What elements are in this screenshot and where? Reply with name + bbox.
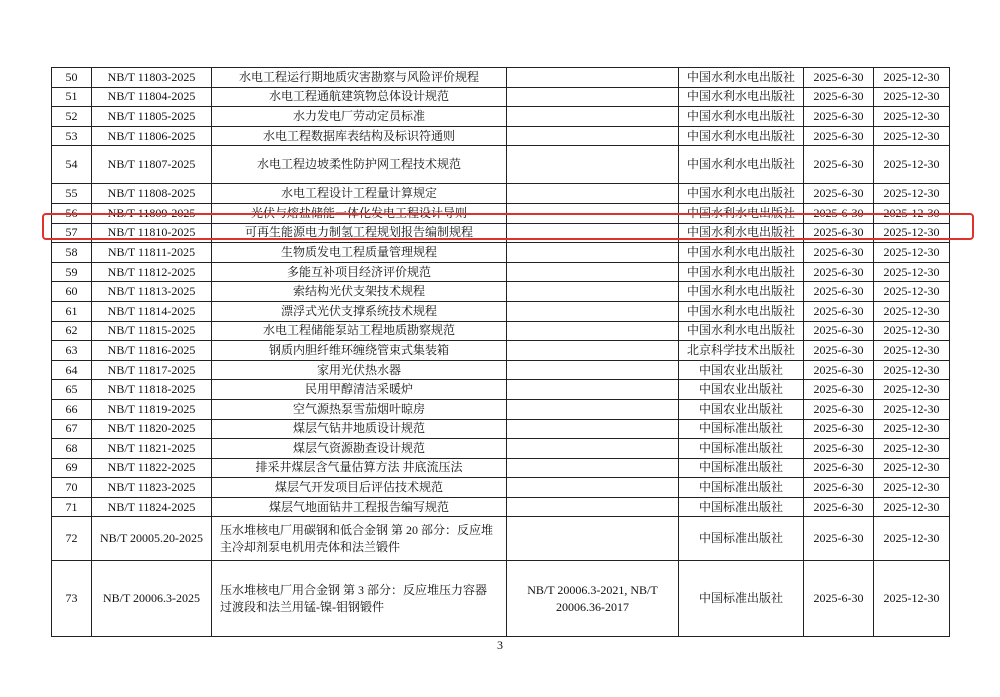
standard-name-cell: 煤层气钻井地质设计规范 [212,419,507,439]
replaced-standard-cell [507,399,679,419]
row-number-cell: 72 [52,517,92,561]
implement-date-cell: 2025-12-30 [874,68,950,88]
publisher-cell: 中国标准出版社 [679,439,804,459]
table-row [52,184,950,204]
row-number-cell: 73 [52,561,92,637]
replaced-standard-cell [507,87,679,107]
publisher-cell: 中国水利水电出版社 [679,87,804,107]
replaced-standard-cell [507,321,679,341]
publisher-cell: 中国水利水电出版社 [679,107,804,127]
publish-date-cell: 2025-6-30 [804,497,874,517]
row-number-cell: 71 [52,497,92,517]
implement-date-cell: 2025-12-30 [874,497,950,517]
standard-code-cell: NB/T 20006.3-2025 [92,561,212,637]
row-number-cell: 62 [52,321,92,341]
table-row [52,282,950,302]
table-row [52,68,950,88]
table-row [52,380,950,400]
standard-code-cell: NB/T 11811-2025 [92,243,212,263]
implement-date-cell: 2025-12-30 [874,380,950,400]
standard-name-cell: 煤层气开发项目后评估技术规范 [212,478,507,498]
row-number-cell: 55 [52,184,92,204]
standard-name-cell: 排采井煤层含气量估算方法 井底流压法 [212,458,507,478]
replaced-standard-cell [507,380,679,400]
table-row [52,262,950,282]
publisher-cell: 中国水利水电出版社 [679,223,804,243]
standard-code-cell: NB/T 11817-2025 [92,360,212,380]
row-number-cell: 52 [52,107,92,127]
publisher-cell: 中国标准出版社 [679,478,804,498]
implement-date-cell: 2025-12-30 [874,282,950,302]
publish-date-cell: 2025-6-30 [804,87,874,107]
publisher-cell: 北京科学技术出版社 [679,341,804,361]
publish-date-cell: 2025-6-30 [804,380,874,400]
publish-date-cell: 2025-6-30 [804,301,874,321]
standard-name-cell: 钢质内胆纤维环缠绕管束式集装箱 [212,341,507,361]
publisher-cell: 中国农业出版社 [679,399,804,419]
publish-date-cell: 2025-6-30 [804,243,874,263]
row-number-cell: 57 [52,223,92,243]
table-row [52,321,950,341]
publisher-cell: 中国水利水电出版社 [679,243,804,263]
implement-date-cell: 2025-12-30 [874,262,950,282]
publish-date-cell: 2025-6-30 [804,184,874,204]
standard-code-cell: NB/T 11816-2025 [92,341,212,361]
row-number-cell: 64 [52,360,92,380]
table-row [52,203,950,223]
row-number-cell: 68 [52,439,92,459]
implement-date-cell: 2025-12-30 [874,203,950,223]
table-row [52,146,950,184]
replaced-standard-cell [507,184,679,204]
implement-date-cell: 2025-12-30 [874,184,950,204]
standard-name-cell: 煤层气资源勘查设计规范 [212,439,507,459]
standard-name-cell: 煤层气地面钻井工程报告编写规范 [212,497,507,517]
standard-code-cell: NB/T 11804-2025 [92,87,212,107]
publish-date-cell: 2025-6-30 [804,419,874,439]
implement-date-cell: 2025-12-30 [874,87,950,107]
publish-date-cell: 2025-6-30 [804,517,874,561]
standard-name-cell: 压水堆核电厂用碳钢和低合金钢 第 20 部分：反应堆主冷却剂泵电机用壳体和法兰锻件 [212,517,507,561]
implement-date-cell: 2025-12-30 [874,517,950,561]
publisher-cell: 中国水利水电出版社 [679,282,804,302]
publisher-cell: 中国水利水电出版社 [679,203,804,223]
table-row [52,301,950,321]
replaced-standard-cell [507,517,679,561]
replaced-standard-cell [507,262,679,282]
row-number-cell: 59 [52,262,92,282]
publish-date-cell: 2025-6-30 [804,399,874,419]
standard-code-cell: NB/T 11806-2025 [92,126,212,146]
standard-code-cell: NB/T 11807-2025 [92,146,212,184]
implement-date-cell: 2025-12-30 [874,107,950,127]
publisher-cell: 中国标准出版社 [679,497,804,517]
standard-name-cell: 索结构光伏支架技术规程 [212,282,507,302]
row-number-cell: 65 [52,380,92,400]
implement-date-cell: 2025-12-30 [874,419,950,439]
replaced-standard-cell [507,458,679,478]
publish-date-cell: 2025-6-30 [804,223,874,243]
page-number: 3 [497,638,503,652]
publisher-cell: 中国水利水电出版社 [679,68,804,88]
table-row [52,341,950,361]
standard-code-cell: NB/T 11803-2025 [92,68,212,88]
standard-code-cell: NB/T 11819-2025 [92,399,212,419]
standard-name-cell: 水电工程通航建筑物总体设计规范 [212,87,507,107]
implement-date-cell: 2025-12-30 [874,126,950,146]
implement-date-cell: 2025-12-30 [874,458,950,478]
standards-table [51,67,950,637]
publish-date-cell: 2025-6-30 [804,146,874,184]
publisher-cell: 中国水利水电出版社 [679,126,804,146]
implement-date-cell: 2025-12-30 [874,223,950,243]
publish-date-cell: 2025-6-30 [804,68,874,88]
table-row [52,561,950,637]
row-number-cell: 61 [52,301,92,321]
table-row [52,419,950,439]
standard-code-cell: NB/T 11805-2025 [92,107,212,127]
standard-name-cell: 漂浮式光伏支撑系统技术规程 [212,301,507,321]
standard-code-cell: NB/T 20005.20-2025 [92,517,212,561]
row-number-cell: 70 [52,478,92,498]
table-row [52,478,950,498]
replaced-standard-cell [507,341,679,361]
row-number-cell: 54 [52,146,92,184]
standard-name-cell: 空气源热泵雪茄烟叶晾房 [212,399,507,419]
standard-name-cell: 水电工程运行期地质灾害勘察与风险评价规程 [212,68,507,88]
publisher-cell: 中国水利水电出版社 [679,321,804,341]
standard-name-cell: 水电工程边坡柔性防护网工程技术规范 [212,146,507,184]
publisher-cell: 中国水利水电出版社 [679,262,804,282]
publish-date-cell: 2025-6-30 [804,439,874,459]
standard-code-cell: NB/T 11818-2025 [92,380,212,400]
table-row [52,517,950,561]
replaced-standard-cell [507,68,679,88]
publish-date-cell: 2025-6-30 [804,282,874,302]
publisher-cell: 中国标准出版社 [679,419,804,439]
standard-name-cell: 水电工程数据库表结构及标识符通则 [212,126,507,146]
row-number-cell: 51 [52,87,92,107]
row-number-cell: 56 [52,203,92,223]
implement-date-cell: 2025-12-30 [874,360,950,380]
row-number-cell: 58 [52,243,92,263]
table-row [52,399,950,419]
standard-name-cell: 多能互补项目经济评价规范 [212,262,507,282]
standard-code-cell: NB/T 11822-2025 [92,458,212,478]
publish-date-cell: 2025-6-30 [804,458,874,478]
replaced-standard-cell [507,126,679,146]
publish-date-cell: 2025-6-30 [804,341,874,361]
implement-date-cell: 2025-12-30 [874,321,950,341]
table-row [52,223,950,243]
replaced-standard-cell [507,439,679,459]
publish-date-cell: 2025-6-30 [804,107,874,127]
implement-date-cell: 2025-12-30 [874,478,950,498]
implement-date-cell: 2025-12-30 [874,243,950,263]
standard-code-cell: NB/T 11823-2025 [92,478,212,498]
replaced-standard-cell [507,301,679,321]
standard-code-cell: NB/T 11814-2025 [92,301,212,321]
publisher-cell: 中国农业出版社 [679,380,804,400]
replaced-standard-cell [507,107,679,127]
publish-date-cell: 2025-6-30 [804,321,874,341]
standard-code-cell: NB/T 11809-2025 [92,203,212,223]
row-number-cell: 66 [52,399,92,419]
implement-date-cell: 2025-12-30 [874,341,950,361]
standard-code-cell: NB/T 11813-2025 [92,282,212,302]
standard-name-cell: 光伏与熔盐储能一体化发电工程设计导则 [212,203,507,223]
replaced-standard-cell [507,360,679,380]
implement-date-cell: 2025-12-30 [874,146,950,184]
row-number-cell: 53 [52,126,92,146]
row-number-cell: 67 [52,419,92,439]
table-row [52,87,950,107]
publisher-cell: 中国水利水电出版社 [679,301,804,321]
table-row [52,439,950,459]
publisher-cell: 中国水利水电出版社 [679,146,804,184]
standard-code-cell: NB/T 11815-2025 [92,321,212,341]
replaced-standard-cell [507,203,679,223]
table-row [52,107,950,127]
standard-code-cell: NB/T 11821-2025 [92,439,212,459]
publish-date-cell: 2025-6-30 [804,360,874,380]
table-row [52,126,950,146]
table-row [52,458,950,478]
publish-date-cell: 2025-6-30 [804,561,874,637]
standard-code-cell: NB/T 11808-2025 [92,184,212,204]
standard-name-cell: 民用甲醇清洁采暖炉 [212,380,507,400]
replaced-standard-cell [507,146,679,184]
standard-name-cell: 水电工程储能泵站工程地质勘察规范 [212,321,507,341]
standard-code-cell: NB/T 11824-2025 [92,497,212,517]
row-number-cell: 50 [52,68,92,88]
standard-name-cell: 水电工程设计工程量计算规定 [212,184,507,204]
publisher-cell: 中国标准出版社 [679,561,804,637]
replaced-standard-cell [507,282,679,302]
standard-code-cell: NB/T 11812-2025 [92,262,212,282]
standard-name-cell: 可再生能源电力制氢工程规划报告编制规程 [212,223,507,243]
implement-date-cell: 2025-12-30 [874,561,950,637]
row-number-cell: 69 [52,458,92,478]
replaced-standard-cell [507,223,679,243]
standard-code-cell: NB/T 11810-2025 [92,223,212,243]
table-row [52,243,950,263]
publisher-cell: 中国标准出版社 [679,458,804,478]
standard-code-cell: NB/T 11820-2025 [92,419,212,439]
publisher-cell: 中国水利水电出版社 [679,184,804,204]
publisher-cell: 中国标准出版社 [679,517,804,561]
table-row [52,360,950,380]
publish-date-cell: 2025-6-30 [804,478,874,498]
standard-name-cell: 生物质发电工程质量管理规程 [212,243,507,263]
implement-date-cell: 2025-12-30 [874,399,950,419]
implement-date-cell: 2025-12-30 [874,301,950,321]
row-number-cell: 63 [52,341,92,361]
row-number-cell: 60 [52,282,92,302]
implement-date-cell: 2025-12-30 [874,439,950,459]
standard-name-cell: 水力发电厂劳动定员标准 [212,107,507,127]
table-row [52,497,950,517]
replaced-standard-cell [507,497,679,517]
publish-date-cell: 2025-6-30 [804,126,874,146]
replaced-standard-cell: NB/T 20006.3-2021, NB/T 20006.36-2017 [507,561,679,637]
replaced-standard-cell [507,243,679,263]
standard-name-cell: 压水堆核电厂用合金钢 第 3 部分：反应堆压力容器过渡段和法兰用锰-镍-钼钢锻件 [212,561,507,637]
publish-date-cell: 2025-6-30 [804,262,874,282]
replaced-standard-cell [507,419,679,439]
standard-name-cell: 家用光伏热水器 [212,360,507,380]
publish-date-cell: 2025-6-30 [804,203,874,223]
publisher-cell: 中国农业出版社 [679,360,804,380]
replaced-standard-cell [507,478,679,498]
